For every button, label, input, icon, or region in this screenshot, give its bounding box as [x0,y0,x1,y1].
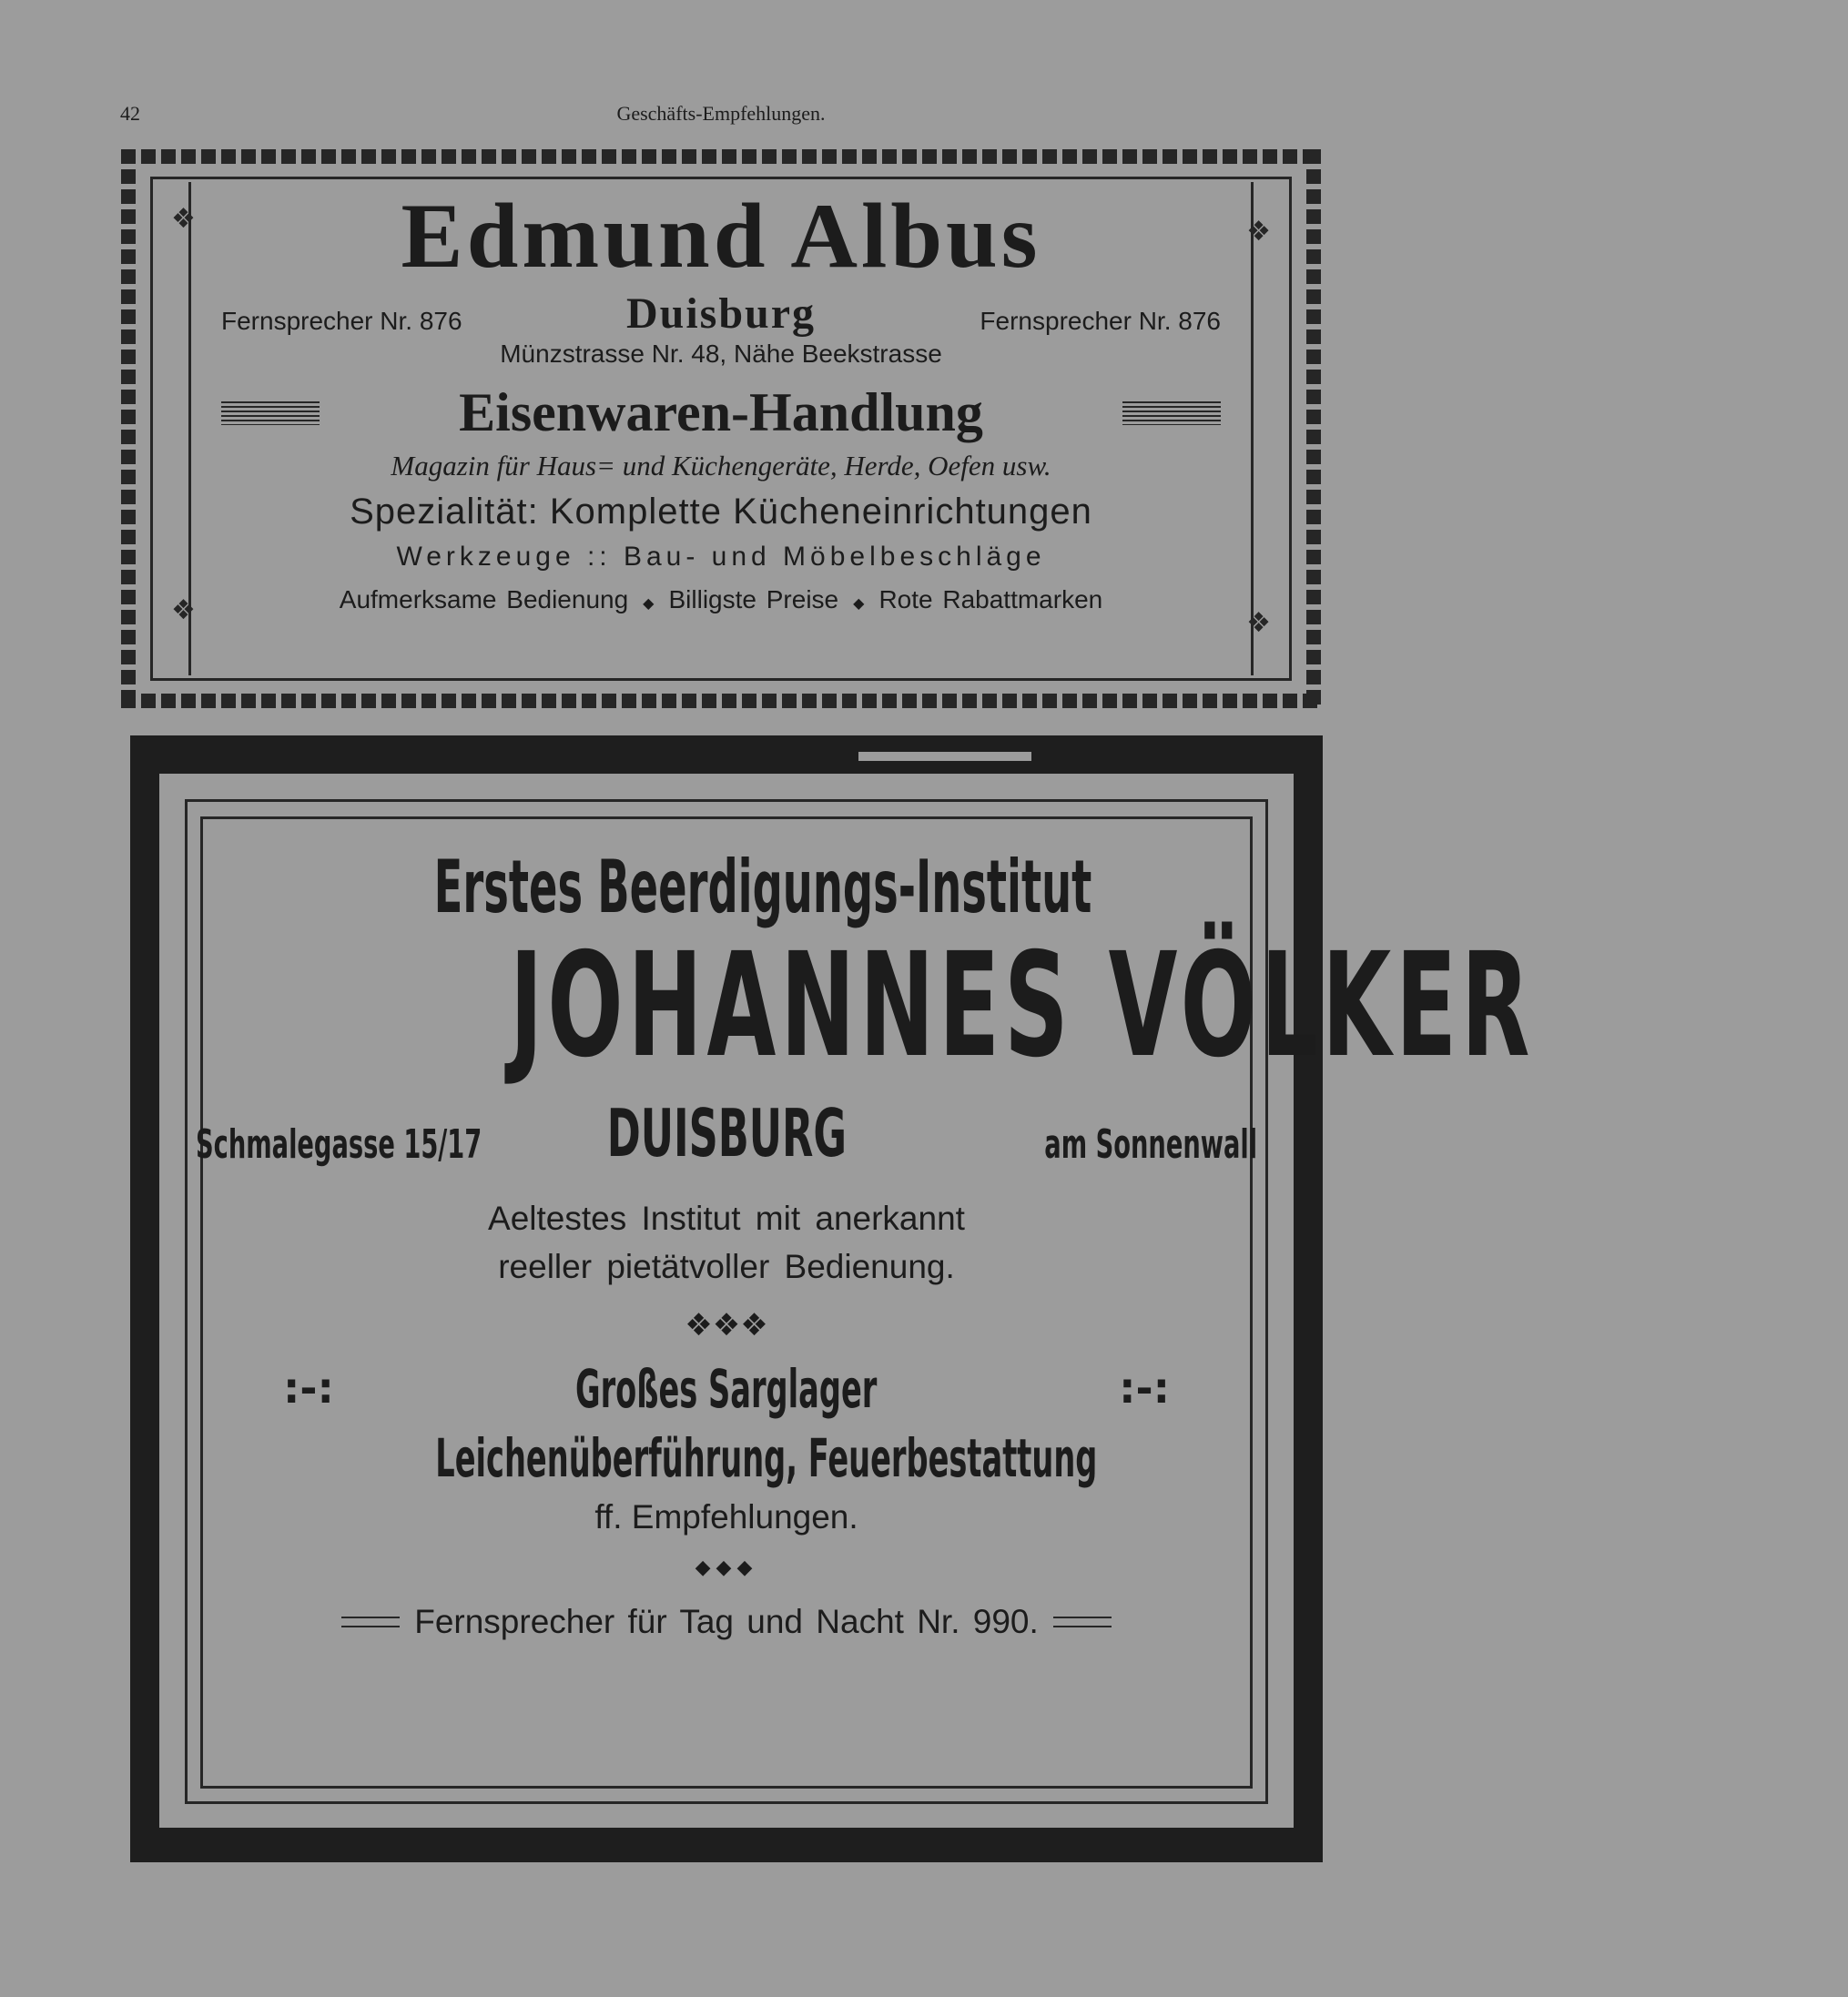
trade-row [221,381,1221,444]
double-rule [341,1617,400,1627]
dashed-border-top [121,149,1321,164]
diamond-icon: ◆◆◆ [695,1556,758,1580]
double-rule [1053,1617,1112,1627]
service-line [221,585,1221,614]
city: Duisburg [625,289,817,339]
stock-mark-left: :-: [283,1363,334,1414]
description [196,1195,1257,1291]
stock-mark-right: :-: [1119,1363,1170,1414]
phone-left: Fernsprecher Nr. 876 [221,307,462,336]
phone-row [196,1603,1257,1641]
service-stamps: Rote Rabattmarken [878,585,1103,614]
description-line-2: reeller pietätvoller Bedienung. [498,1247,955,1285]
company-name: Edmund Albus [401,185,1041,288]
running-head: Geschäfts-Empfehlungen. [616,102,826,125]
service-attentive: Aufmerksame Bedienung [339,585,629,614]
dashed-border-bottom [121,694,1321,708]
advertisement-voelker [130,735,1535,1862]
company-name: JOHANNES VÖLKER [509,922,1535,1090]
specialty-line: Spezialität: Komplette Kücheneinrichtungen [350,492,1092,532]
diamond-icon: ◆ [643,594,655,613]
recommendation: ff. Empfehlungen. [594,1498,858,1536]
phone-line: Fernsprecher für Tag und Nacht Nr. 990. [414,1603,1039,1641]
ornament-icon: ❖ [1246,607,1271,639]
dashed-border-right [1306,149,1321,708]
institute-title: Erstes Beerdigungs-Institut [433,845,1092,929]
transport-line: Leichenüberführung, Feuerbestattung [435,1427,1098,1490]
ornament-icon: ❖ [1246,216,1271,248]
tools-line: Werkzeuge :: Bau- und Möbelbeschläge [396,542,1046,573]
address-location: am Sonnenwall [1044,1121,1257,1168]
description-line-1: Aeltestes Institut mit anerkannt [488,1200,965,1237]
trade-title: Eisenwaren-Handlung [459,382,983,443]
address-row [196,1090,1257,1171]
address: Münzstrasse Nr. 48, Nähe Beekstrasse [500,340,942,369]
page-number: 42 [120,102,140,125]
stock-row [196,1358,1257,1425]
dashed-border-left [121,149,136,708]
ad2-content [196,845,1535,1641]
service-prices: Billigste Preise [668,585,839,614]
band-gap [858,752,1031,761]
phone-right: Fernsprecher Nr. 876 [980,307,1221,336]
page-header [120,102,1322,135]
ornament-icon: ❖❖❖ [685,1307,768,1344]
ad1-content [221,186,1221,614]
rule-lines [221,401,320,425]
ad2-panel [159,774,1535,1828]
stock-line: Großes Sarglager [575,1358,878,1421]
address-street: Schmalegasse 15/17 [196,1121,482,1168]
goods-line: Magazin für Haus= und Küchengeräte, Herde, Oefen usw. [391,450,1051,482]
diamond-icon: ◆ [853,594,865,613]
ornament-icon: ❖ [171,594,196,626]
rule-lines [1122,401,1221,425]
ornament-icon: ❖ [171,203,196,235]
advertisement-albus [121,149,1321,708]
city: DUISBURG [606,1095,847,1171]
contact-row [221,289,1221,340]
